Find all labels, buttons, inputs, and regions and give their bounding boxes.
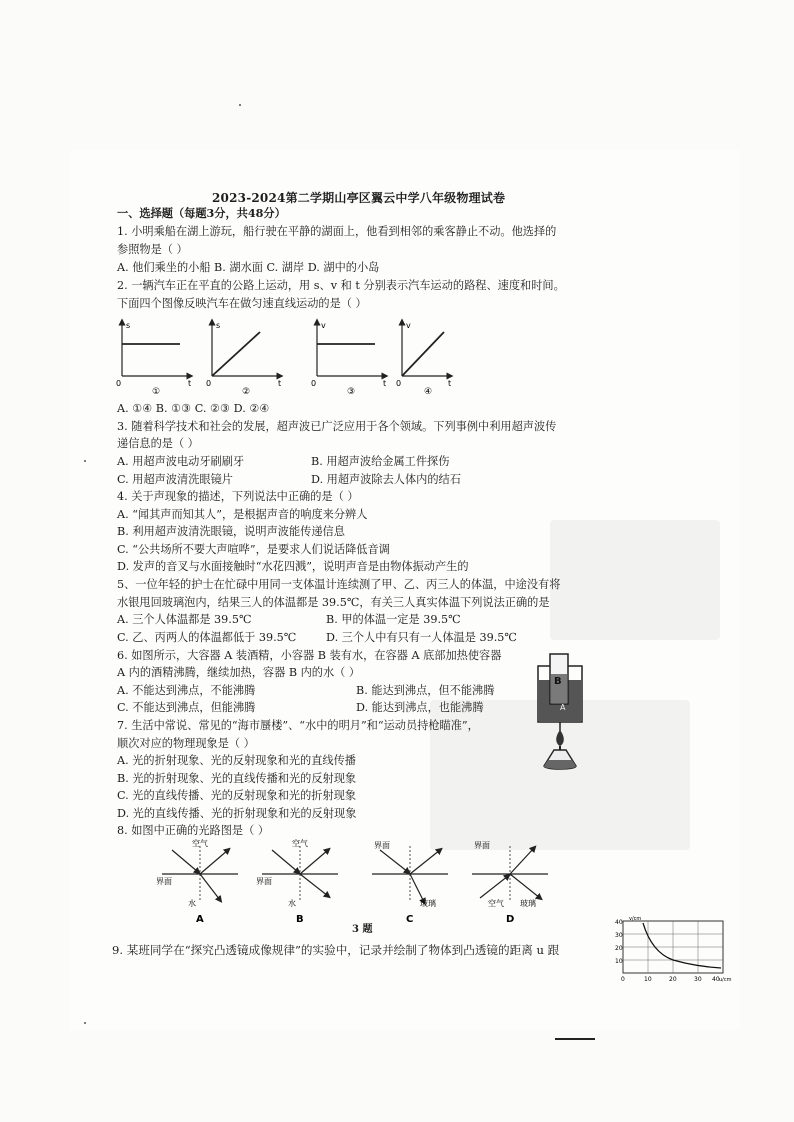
question-7-cont: 顺次对应的物理现象是（ ） xyxy=(117,737,255,750)
question-1-cont: 参照物是（ ） xyxy=(117,243,188,256)
graph-3-y-label: v xyxy=(321,321,326,330)
scan-speck xyxy=(84,460,86,462)
graph-4-number: ④ xyxy=(424,387,433,397)
diagram-c-bottom-label: 玻璃 xyxy=(420,899,436,908)
question-3-cont: 递信息的是（ ） xyxy=(117,437,199,450)
scan-mark xyxy=(555,1038,595,1040)
question-4-option-b: B. 利用超声波清洗眼镜，说明声波能传递信息 xyxy=(117,525,345,538)
question-7-option-c: C. 光的直线传播、光的反射现象和光的折射现象 xyxy=(117,789,357,802)
diagram-d-top-label: 界面 xyxy=(474,841,490,850)
question-4-option-c: C. “公共场所不要大声喧哗”，是要求人们说话降低音调 xyxy=(117,543,390,556)
graph-2-sloped-s-t xyxy=(206,321,281,397)
diagram-b-left-label: 界面 xyxy=(256,877,272,886)
question-5-option-a: A. 三个人体温都是 39.5℃ xyxy=(117,613,252,626)
diagram-c-top-label: 界面 xyxy=(374,841,390,850)
graph-2-x-label: t xyxy=(278,379,282,388)
question-1-options: A. 他们乘坐的小船 B. 湖水面 C. 湖岸 D. 湖中的小岛 xyxy=(117,261,380,274)
graph-3-horizontal-v-t xyxy=(311,321,386,397)
graph-4-origin: 0 xyxy=(396,379,402,388)
question-3-option-d: D. 用超声波除去人体内的结石 xyxy=(311,473,461,486)
chart-x-tick: 20 xyxy=(669,976,677,983)
diagram-a-top-label: 空气 xyxy=(192,839,208,848)
question-6-cont: A 内的酒精沸腾，继续加热，容器 B 内的水（ ） xyxy=(117,666,361,679)
question-6-option-d: D. 能达到沸点，也能沸腾 xyxy=(356,701,484,714)
graph-1-y-label: s xyxy=(126,321,131,330)
motion-graphs-figure xyxy=(112,318,452,396)
question-4-option-a: A. “闻其声而知其人”，是根据声音的响度来分辨人 xyxy=(117,508,368,521)
question-5: 5、一位年轻的护士在忙碌中用同一支体温计连续测了甲、乙、丙三人的体温，中途没有将 xyxy=(117,578,561,591)
chart-y-tick: 30 xyxy=(615,932,623,939)
question-6-option-c: C. 不能达到沸点，但能沸腾 xyxy=(117,701,256,714)
chart-y-tick: 10 xyxy=(615,958,623,965)
graph-2-y-label: s xyxy=(216,321,221,330)
boiling-container-figure xyxy=(528,650,598,775)
question-1: 1. 小明乘船在湖上游玩，船行驶在平静的湖面上，他看到相邻的乘客静止不动。他选择的 xyxy=(117,225,557,238)
chart-x-tick: 0 xyxy=(621,976,625,983)
section-heading: 一、选择题（每题3分，共48分） xyxy=(117,206,286,220)
question-3-option-c: C. 用超声波清洗眼镜片 xyxy=(117,473,233,486)
light-diagram-d xyxy=(472,841,548,925)
diagram-c-letter: C xyxy=(406,914,414,925)
question-7-option-a: A. 光的折射现象、光的反射现象和光的直线传播 xyxy=(117,754,356,767)
light-diagram-b xyxy=(256,838,338,925)
question-8: 8. 如图中正确的光路图是（ ） xyxy=(117,824,270,837)
question-5-option-b: B. 甲的体温一定是 39.5℃ xyxy=(326,613,461,626)
question-7: 7. 生活中常说、常见的“海市蜃楼”、“水中的明月”和“运动员持枪瞄准”， xyxy=(117,719,479,732)
chart-y-tick: 20 xyxy=(615,945,623,952)
graph-2-origin: 0 xyxy=(206,379,212,388)
graph-1-x-label: t xyxy=(188,379,192,388)
graph-2-number: ② xyxy=(242,387,251,397)
question-2-cont: 下面四个图像反映汽车在做匀速直线运动的是（ ） xyxy=(117,297,367,310)
chart-x-label: u/cm xyxy=(719,977,732,983)
diagram-b-bottom-label: 水 xyxy=(288,899,296,908)
question-2-options: A. ①④ B. ①③ C. ②③ D. ②④ xyxy=(117,402,270,415)
question-5-option-d: D. 三个人中有只有一人体温是 39.5℃ xyxy=(326,631,517,644)
container-b-label: B xyxy=(554,676,562,687)
graph-3-origin: 0 xyxy=(311,379,317,388)
chart-x-tick: 30 xyxy=(694,976,702,983)
question-7-option-d: D. 光的直线传播、光的折射现象和光的反射现象 xyxy=(117,807,357,820)
chart-y-label: v/cm xyxy=(629,916,642,922)
scan-speck xyxy=(84,1022,86,1024)
question-9: 9. 某班同学在“探究凸透镜成像规律”的实验中，记录并绘制了物体到凸透镜的距离 u 跟 xyxy=(112,943,560,957)
question-6: 6. 如图所示，大容器 A 装酒精，小容器 B 装有水，在容器 A 底部加热使容器 xyxy=(117,649,502,662)
question-6-option-b: B. 能达到沸点，但不能沸腾 xyxy=(356,684,495,697)
question-4: 4. 关于声现象的描述，下列说法中正确的是（ ） xyxy=(117,490,359,503)
exam-title: 2023-2024第二学期山亭区翼云中学八年级物理试卷 xyxy=(212,191,506,205)
container-a-label: A xyxy=(560,703,566,712)
diagram-b-letter: B xyxy=(296,914,304,925)
diagram-a-letter: A xyxy=(196,914,204,925)
question-5-option-c: C. 乙、丙两人的体温都低于 39.5℃ xyxy=(117,631,297,644)
scan-speck xyxy=(239,104,241,106)
question-3: 3. 随着科学技术和社会的发展，超声波已广泛应用于各个领域。下列事例中利用超声波传 xyxy=(117,420,557,433)
figure-caption: 3 题 xyxy=(352,924,373,935)
bleed-through-smudge xyxy=(550,520,720,640)
light-path-diagrams xyxy=(156,839,560,932)
graph-1-horizontal-s-t xyxy=(116,321,191,397)
question-2: 2. 一辆汽车正在平直的公路上运动，用 s、v 和 t 分别表示汽车运动的路程、速度和时间。 xyxy=(117,279,565,292)
graph-4-sloped-v-t xyxy=(396,321,451,397)
diagram-b-top-label: 空气 xyxy=(292,839,308,848)
light-diagram-c xyxy=(372,841,448,925)
question-6-option-a: A. 不能达到沸点，不能沸腾 xyxy=(117,684,256,697)
question-4-option-d: D. 发声的音叉与水面接触时“水花四溅”，说明声音是由物体振动产生的 xyxy=(117,560,469,573)
graph-4-x-label: t xyxy=(448,379,452,388)
diagram-d-letter: D xyxy=(506,914,515,925)
question-5-cont: 水银甩回玻璃泡内，结果三人的体温都是 39.5℃，有关三人真实体温下列说法正确的是 xyxy=(117,596,550,609)
graph-3-x-label: t xyxy=(383,379,387,388)
question-7-option-b: B. 光的折射现象、光的直线传播和光的反射现象 xyxy=(117,772,357,785)
light-diagram-a xyxy=(156,838,238,925)
diagram-d-bottom-label: 玻璃 xyxy=(520,899,536,908)
diagram-d-bottom-left-label: 空气 xyxy=(488,899,504,908)
diagram-a-left-label: 界面 xyxy=(156,877,172,886)
lens-distance-chart xyxy=(615,915,735,985)
chart-x-tick: 40 xyxy=(712,976,720,983)
graph-1-origin: 0 xyxy=(116,379,122,388)
graph-4-y-label: v xyxy=(406,321,411,330)
chart-y-tick: 40 xyxy=(615,919,623,926)
diagram-a-bottom-label: 水 xyxy=(188,899,196,908)
question-3-option-b: B. 用超声波给金属工件探伤 xyxy=(311,455,450,468)
graph-3-number: ③ xyxy=(347,387,356,397)
question-3-option-a: A. 用超声波电动牙刷刷牙 xyxy=(117,455,245,468)
chart-x-tick: 10 xyxy=(644,976,652,983)
graph-1-number: ① xyxy=(152,387,161,397)
